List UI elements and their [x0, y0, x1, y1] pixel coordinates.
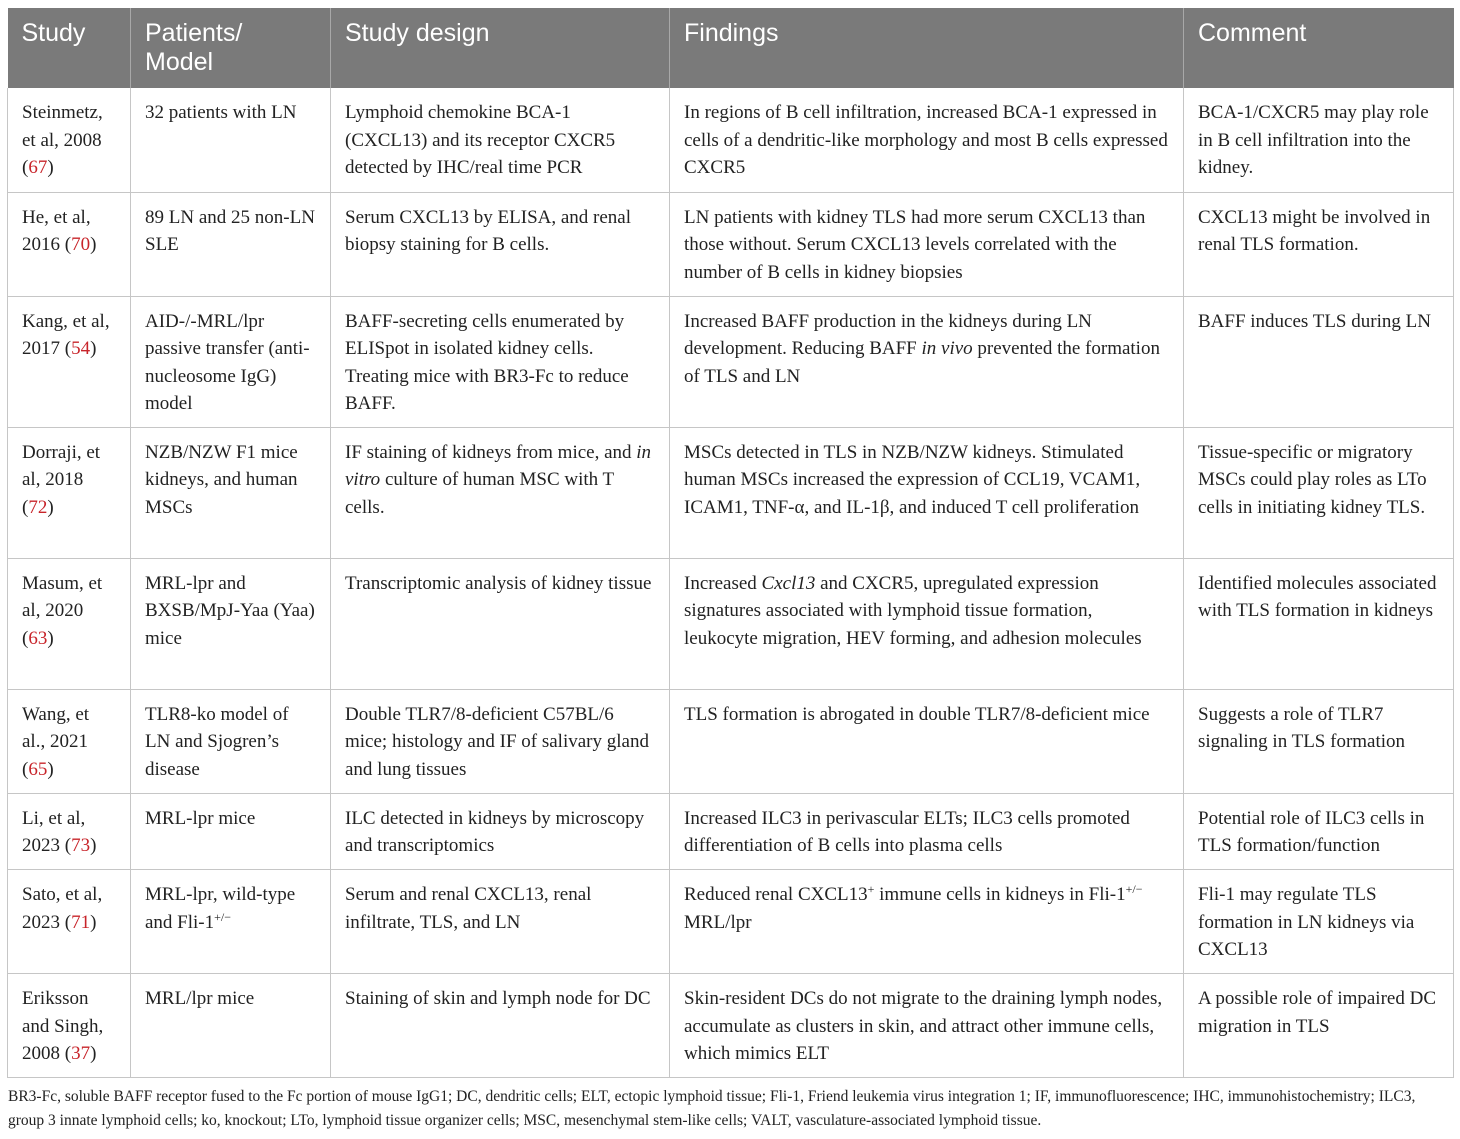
header-study-design: Study design	[331, 8, 670, 88]
reference-link[interactable]: 37	[71, 1043, 91, 1065]
design-cell: Lymphoid chemokine BCA-1 (CXCL13) and its receptor CXCR5 detected by IHC/real time PCR	[331, 88, 670, 192]
table-row	[8, 192, 1454, 296]
header-comment: Comment	[1184, 8, 1454, 88]
study-citation: Dorraji, et al, 2018	[22, 441, 101, 491]
study-cell: Steinmetz, et al, 2008 (67)	[8, 88, 131, 192]
findings-cell: TLS formation is abrogated in double TLR7/8-deficient mice	[670, 689, 1184, 793]
table-row	[8, 88, 1454, 192]
patients-cell: AID-/-MRL/lpr passive transfer (anti-nucleosome IgG) model	[131, 296, 331, 427]
studies-table-container	[7, 8, 1453, 1078]
patients-cell: MRL-lpr mice	[131, 793, 331, 869]
comment-cell: Potential role of ILC3 cells in TLS formation/function	[1184, 793, 1454, 869]
comment-cell: Fli-1 may regulate TLS formation in LN kidneys via CXCL13	[1184, 870, 1454, 974]
patients-cell: 89 LN and 25 non-LN SLE	[131, 192, 331, 296]
table-body	[8, 88, 1454, 1078]
table-row	[8, 427, 1454, 558]
table-row	[8, 558, 1454, 689]
study-cell: Sato, et al, 2023 (71)	[8, 870, 131, 974]
header-study: Study	[8, 8, 131, 88]
header-patients-model: Patients/ Model	[131, 8, 331, 88]
table-row	[8, 974, 1454, 1078]
comment-cell: Suggests a role of TLR7 signaling in TLS formation	[1184, 689, 1454, 793]
study-citation: He, et al, 2016	[22, 206, 91, 256]
table-header	[8, 8, 1454, 88]
comment-cell: CXCL13 might be involved in renal TLS formation.	[1184, 192, 1454, 296]
reference-link[interactable]: 67	[28, 157, 48, 179]
findings-cell: Reduced renal CXCL13+ immune cells in kidneys in Fli-1+/− MRL/lpr	[670, 870, 1184, 974]
comment-cell: BCA-1/CXCR5 may play role in B cell infiltration into the kidney.	[1184, 88, 1454, 192]
comment-cell: Tissue-specific or migratory MSCs could play roles as LTo cells in initiating kidney TLS.	[1184, 427, 1454, 558]
table-row	[8, 793, 1454, 869]
study-citation: Masum, et al, 2020	[22, 572, 103, 622]
design-cell: Transcriptomic analysis of kidney tissue	[331, 558, 670, 689]
patients-cell: 32 patients with LN	[131, 88, 331, 192]
findings-cell: Increased ILC3 in perivascular ELTs; ILC3 cells promoted differentiation of B cells into plasma cells	[670, 793, 1184, 869]
header-row	[8, 8, 1454, 88]
reference-link[interactable]: 73	[71, 835, 91, 857]
reference-link[interactable]: 65	[28, 759, 48, 781]
patients-cell: MRL-lpr and BXSB/MpJ-Yaa (Yaa) mice	[131, 558, 331, 689]
findings-cell: Skin-resident DCs do not migrate to the draining lymph nodes, accumulate as clusters in skin, and attract other immune cells, which mimics ELT	[670, 974, 1184, 1078]
patients-cell: MRL-lpr, wild-type and Fli-1+/−	[131, 870, 331, 974]
study-citation: Steinmetz, et al, 2008	[22, 102, 103, 151]
study-cell: Kang, et al, 2017 (54)	[8, 296, 131, 427]
design-cell: Staining of skin and lymph node for DC	[331, 974, 670, 1078]
reference-link[interactable]: 72	[28, 497, 48, 519]
studies-table	[7, 8, 1454, 1078]
study-citation: Li, et al, 2023	[22, 807, 86, 857]
patients-cell: MRL/lpr mice	[131, 974, 331, 1078]
reference-link[interactable]: 71	[71, 911, 91, 933]
findings-cell: Increased BAFF production in the kidneys during LN development. Reducing BAFF in vivo prevented the formation of TLS and LN	[670, 296, 1184, 427]
study-cell: Li, et al, 2023 (73)	[8, 793, 131, 869]
design-cell: IF staining of kidneys from mice, and in vitro culture of human MSC with T cells.	[331, 427, 670, 558]
study-citation: Eriksson and Singh, 2008	[22, 988, 104, 1065]
reference-link[interactable]: 70	[71, 234, 91, 256]
study-citation: Sato, et al, 2023	[22, 884, 103, 933]
design-cell: Serum and renal CXCL13, renal infiltrate, TLS, and LN	[331, 870, 670, 974]
study-citation: Kang, et al, 2017	[22, 310, 110, 360]
study-cell: Eriksson and Singh, 2008 (37)	[8, 974, 131, 1078]
study-cell: Wang, et al., 2021 (65)	[8, 689, 131, 793]
table-footnote: BR3-Fc, soluble BAFF receptor fused to the Fc portion of mouse IgG1; DC, dendritic cells; ELT, ectopic lymphoid tissue; Fli-1, Friend leukemia virus integration 1; IF, immunofluorescence; IHC, immunohistochemistry; ILC3, group 3 innate lymphoid cells; ko, knockout; LTo, lymphoid tissue organizer cells; MSC, mesenchymal stem-like cells; VALT, vasculature-associated lymphoid tissue.	[8, 1088, 1416, 1129]
findings-cell: LN patients with kidney TLS had more serum CXCL13 than those without. Serum CXCL13 levels correlated with the number of B cells in kidney biopsies	[670, 192, 1184, 296]
table-row	[8, 296, 1454, 427]
design-cell: ILC detected in kidneys by microscopy and transcriptomics	[331, 793, 670, 869]
design-cell: Serum CXCL13 by ELISA, and renal biopsy staining for B cells.	[331, 192, 670, 296]
study-cell: He, et al, 2016 (70)	[8, 192, 131, 296]
reference-link[interactable]: 54	[71, 338, 91, 360]
study-cell: Masum, et al, 2020 (63)	[8, 558, 131, 689]
design-cell: BAFF-secreting cells enumerated by ELISpot in isolated kidney cells. Treating mice with BR3-Fc to reduce BAFF.	[331, 296, 670, 427]
findings-cell: Increased Cxcl13 and CXCR5, upregulated expression signatures associated with lymphoid tissue formation, leukocyte migration, HEV forming, and adhesion molecules	[670, 558, 1184, 689]
patients-cell: TLR8-ko model of LN and Sjogren’s disease	[131, 689, 331, 793]
table-row	[8, 689, 1454, 793]
findings-cell: MSCs detected in TLS in NZB/NZW kidneys. Stimulated human MSCs increased the expression of CCL19, VCAM1, ICAM1, TNF-α, and IL-1β, and induced T cell proliferation	[670, 427, 1184, 558]
comment-cell: Identified molecules associated with TLS formation in kidneys	[1184, 558, 1454, 689]
table-row	[8, 870, 1454, 974]
study-citation: Wang, et al., 2021	[22, 703, 90, 753]
patients-cell: NZB/NZW F1 mice kidneys, and human MSCs	[131, 427, 331, 558]
header-findings: Findings	[670, 8, 1184, 88]
comment-cell: A possible role of impaired DC migration in TLS	[1184, 974, 1454, 1078]
comment-cell: BAFF induces TLS during LN	[1184, 296, 1454, 427]
study-cell: Dorraji, et al, 2018 (72)	[8, 427, 131, 558]
findings-cell: In regions of B cell infiltration, increased BCA-1 expressed in cells of a dendritic-like morphology and most B cells expressed CXCR5	[670, 88, 1184, 192]
design-cell: Double TLR7/8-deficient C57BL/6 mice; histology and IF of salivary gland and lung tissues	[331, 689, 670, 793]
reference-link[interactable]: 63	[28, 628, 48, 650]
